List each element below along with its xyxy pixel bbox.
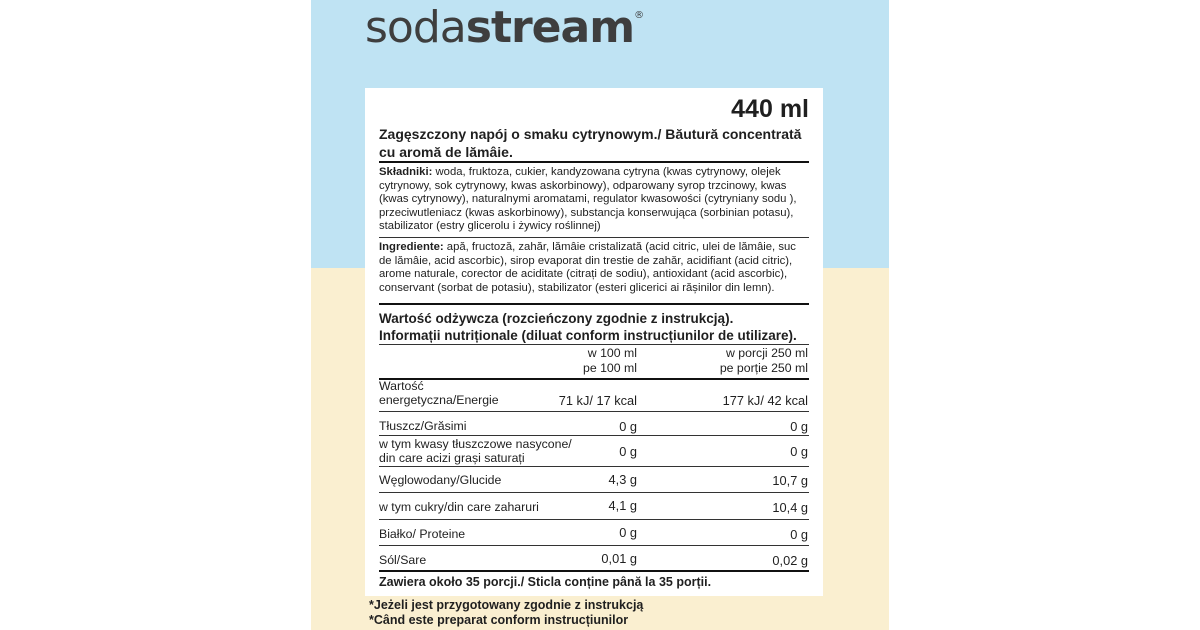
col-per-portion-pl: w porcji 250 ml <box>725 346 808 360</box>
nutrient-name: Sól/Sare <box>379 553 427 567</box>
col-per-portion-ro: pe porție 250 ml <box>719 361 808 375</box>
nutrient-name: Białko/ Proteine <box>379 527 466 541</box>
value-per-100ml: 71 kJ/ 17 kcal <box>558 393 637 408</box>
value-per-100ml: 4,1 g <box>608 498 637 513</box>
nutrient-name: w tym cukry/din care zaharuri <box>379 500 539 514</box>
col-per-100ml-ro: pe 100 ml <box>582 361 637 375</box>
value-per-100ml: 0 g <box>619 525 637 540</box>
divider <box>379 435 809 436</box>
value-per-100ml: 4,3 g <box>608 472 637 487</box>
divider <box>379 545 809 546</box>
portions-note: Zawiera około 35 porcji./ Sticla conține până la 35 porții. <box>379 575 712 589</box>
divider <box>379 492 809 493</box>
product-title: Zagęszczony napój o smaku cytrynowym./ Băutură concentrată cu aromă de lămâie. <box>379 126 802 160</box>
col-per-portion <box>665 346 808 376</box>
nutrient-name-line: din care acizi grași saturați <box>379 451 525 465</box>
divider <box>379 237 809 238</box>
ingredients-ro <box>379 241 811 295</box>
divider <box>379 303 809 305</box>
value-per-portion: 177 kJ/ 42 kcal <box>722 393 808 408</box>
brand-logo-light: soda <box>365 2 466 53</box>
divider <box>379 161 809 163</box>
brand-logo-bold: stream <box>465 2 635 53</box>
divider <box>379 411 809 412</box>
col-per-100ml <box>515 346 637 376</box>
divider <box>379 519 809 520</box>
ingredients-ro-text: apă, fructoză, zahăr, lămâie cristalizată (acid citric, ulei de lămâie, suc de lămâie, acid ascorbic), sirop evaporat din trestie de zahăr, acidifiant (acid citric), arome naturale, corector de aciditate (citrați de sodiu), antioxidant (acid ascorbic), conservant (sorbat de potasiu), stabilizator (esteri glicerici ai rășinilor din lemn). <box>379 241 796 294</box>
volume: 440 ml <box>731 95 809 123</box>
col-per-100ml-pl: w 100 ml <box>587 346 637 360</box>
divider <box>379 344 809 345</box>
value-per-100ml: 0,01 g <box>601 551 637 566</box>
value-per-portion: 0 g <box>790 444 808 459</box>
product-panel <box>311 0 889 630</box>
divider <box>379 466 809 467</box>
nutrition-label <box>365 88 823 596</box>
ingredients-pl-text: woda, fruktoza, cukier, kandyzowana cytryna (kwas cytrynowy, olejek cytrynowy, sok cytrynowy, kwas askorbinowy), odparowany syrop trzcinowy, kwas (kwas cytrynowy), naturalnymi aromatami, regulator kwasowości (cytryniany sodu ), przeciwutleniacz (kwas askorbinowy), substancja konserwująca (sorbinian potasu), stabilizator (estry glicerolu i żywicy roślinnej) <box>379 166 797 233</box>
ingredients-ro-heading: Ingrediente: <box>379 241 444 253</box>
nutrition-title <box>379 310 819 344</box>
value-per-portion: 0 g <box>790 419 808 434</box>
registered-mark: ® <box>634 10 644 21</box>
nutrition-title-ro: Informații nutriționale (diluat conform instrucțiunilor de utilizare). <box>379 328 797 343</box>
value-per-portion: 0,02 g <box>772 553 808 568</box>
value-per-portion: 10,7 g <box>772 473 808 488</box>
nutrient-name <box>379 379 499 407</box>
nutrient-name-line: Wartość <box>379 379 424 393</box>
ingredients-pl-heading: Składniki: <box>379 166 433 178</box>
nutrient-name: Tłuszcz/Grăsimi <box>379 419 467 433</box>
footnote-pl: *Jeżeli jest przygotowany zgodnie z instrukcją <box>369 598 644 612</box>
nutrient-name-line: w tym kwasy tłuszczowe nasycone/ <box>379 437 572 451</box>
value-per-portion: 10,4 g <box>772 500 808 515</box>
value-per-100ml: 0 g <box>619 419 637 434</box>
nutrition-title-pl: Wartość odżywcza (rozcieńczony zgodnie z instrukcją). <box>379 311 734 326</box>
ingredients-pl <box>379 166 811 234</box>
value-per-100ml: 0 g <box>619 444 637 459</box>
brand-logo <box>365 2 643 53</box>
footnote-ro: *Când este preparat conform instrucțiunilor <box>369 613 629 627</box>
divider <box>379 570 809 572</box>
nutrient-name-line: energetyczna/Energie <box>379 393 499 407</box>
nutrient-name: Węglowodany/Glucide <box>379 473 502 487</box>
value-per-portion: 0 g <box>790 527 808 542</box>
